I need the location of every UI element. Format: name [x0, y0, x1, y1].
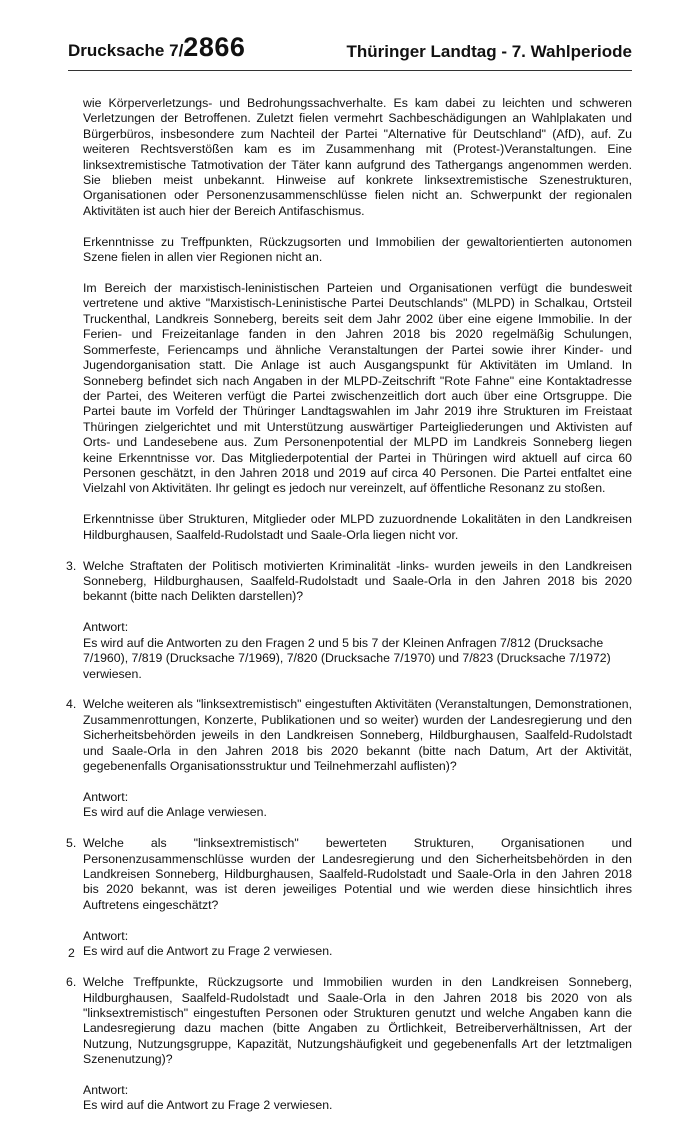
- question-number: 6.: [66, 975, 77, 990]
- question-number: 5.: [66, 836, 77, 851]
- page-number: 2: [68, 946, 75, 960]
- question-item: [66, 697, 632, 774]
- body-paragraph: Erkenntnisse zu Treffpunkten, Rückzugsorten und Immobilien der gewaltorientierten autonomen Szene fielen in allen vier Regionen nicht an.: [83, 234, 632, 265]
- question-text: Welche als "linksextremistisch" bewerteten Strukturen, Organisationen und Personenzusammenschlüsse wurden der Landesregierung und den Sicherheitsbehörden in den Landkreisen Sonneberg, Hildburghausen, Saalfeld-Rudolstadt und Saale-Orla in den Jahren 2018 bis 2020 bekannt, was ist deren jeweiliges Potential und wie werden diese hinsichtlich ihres Auftretens eingeschätzt?: [83, 836, 632, 912]
- question-number: 3.: [66, 558, 77, 573]
- question-number: 4.: [66, 697, 77, 712]
- document-number-value: 2866: [183, 32, 246, 62]
- question-text: Welche Treffpunkte, Rückzugsorte und Immobilien wurden in den Landkreisen Sonneberg, Hildburghausen, Saalfeld-Rudolstadt und Saale-Orla in den Jahren 2018 bis 2020 von als "linksextremistisch" eingestuften Personen oder Strukturen genutzt und welche Angaben kann die Landesregierung dazu machen (bitte Angaben zu Örtlichkeit, Betreiberverhältnissen, Art der Nutzung, Nutzungsgruppe, Kapazität, Nutzungshäufigkeit und gegebenenfalls Art der letztmaligen Szenenutzung)?: [83, 975, 632, 1067]
- answer-label: Antwort:: [83, 928, 129, 943]
- question-text: Welche weiteren als "linksextremistisch" eingestuften Aktivitäten (Veranstaltungen, Demonstrationen, Zusammenrottungen, Konzerte, Publikationen und so weiter) wurden der Landesregierung und den Sicherheitsbehörden jeweils in den Landkreisen Sonneberg, Hildburghausen, Saalfeld-Rudolstadt und Saale-Orla in den Jahren 2018 bis 2020 bekannt (bitte nach Datum, Art der Aktivität, gegebenenfalls Organisationsstruktur und Teilnehmerzahl auflisten)?: [83, 697, 632, 774]
- answer-block: [83, 929, 632, 960]
- document-prefix: Drucksache 7/: [68, 41, 184, 60]
- answer-block: [83, 620, 632, 682]
- parliament-title: Thüringer Landtag - 7. Wahlperiode: [346, 42, 632, 61]
- document-number: [68, 32, 245, 63]
- answer-label: Antwort:: [83, 620, 129, 635]
- answer-text: Es wird auf die Antwort zu Frage 2 verwiesen.: [83, 944, 333, 959]
- question-item: [66, 975, 632, 1067]
- answer-text: Es wird auf die Anlage verwiesen.: [83, 805, 267, 820]
- body-paragraph: Erkenntnisse über Strukturen, Mitglieder oder MLPD zuzuordnende Lokalitäten in den Landkreisen Hildburghausen, Saalfeld-Rudolstadt und Saale-Orla liegen nicht vor.: [83, 512, 632, 542]
- question-item: [66, 836, 632, 913]
- answer-block: [83, 1083, 632, 1114]
- question-text: Welche Straftaten der Politisch motivierten Kriminalität -links- wurden jeweils in den Landkreisen Sonneberg, Hildburghausen, Saalfeld-Rudolstadt und Saale-Orla in den Jahren 2018 bis 2020 bekannt (bitte nach Delikten darstellen)?: [83, 558, 632, 604]
- answer-label: Antwort:: [83, 789, 129, 804]
- answer-text: Es wird auf die Antwort zu Frage 2 verwiesen.: [83, 1098, 333, 1113]
- body-paragraph: Im Bereich der marxistisch-leninistischen Parteien und Organisationen verfügt die bundesweit vertretene und aktive "Marxistisch-Leninistische Partei Deutschlands" (MLPD) in Schalkau, Ortsteil Truckenthal, Landkreis Sonneberg, bereits seit dem Jahr 2002 über eine eigene Immobilie. In der Ferien- und Freizeitanlage fanden in den Jahren 2018 bis 2020 regelmäßig Schulungen, Sommerfeste, Feriencamps und ähnliche Veranstaltungen der Partei sowie ihrer Kinder- und Jugendorganisation statt. Die Anlage ist auch Ausgangspunkt für Aktivitäten im Umland. In Sonneberg befindet sich nach Angaben in der MLPD-Zeitschrift "Rote Fahne" eine Kontaktadresse der Partei, des Weiteren verfügt die Partei zwischenzeitlich dort auch über eine Ortsgruppe. Die Partei baute im Vorfeld der Thüringer Landtagswahlen im Jahr 2019 ihre Strukturen im Freistaat Thüringen zielgerichtet und mit Unterstützung auswärtiger Parteigliederungen und Aktivisten auf Orts- und Landesebene aus. Zum Personenpotential der MLPD im Landkreis Sonneberg liegen keine Erkenntnisse vor. Das Mitgliederpotential der Partei in Thüringen wird aktuell auf circa 60 Personen geschätzt, in den Jahren 2018 und 2019 auf circa 40 Personen. Die Partei entfaltet eine Vielzahl von Aktivitäten. Ihr gelingt es jedoch nur vereinzelt, auf öffentliche Resonanz zu stoßen.: [83, 281, 632, 496]
- body-paragraph: wie Körperverletzungs- und Bedrohungssachverhalte. Es kam dabei zu leichten und schweren Verletzungen der Betroffenen. Zuletzt fielen vermehrt Sachbeschädigungen an Wahlplakaten und Bürgerbüros, insbesondere zum Nachteil der Partei "Alternative für Deutschland" (AfD), auf. Zu weiteren Rechtsverstößen kam es im Zusammenhang mit (Protest-)Veranstaltungen. Eine linksextremistische Tatmotivation der Täter kann aufgrund des Tathergangs angenommen werden. Sie blieben meist unbekannt. Hinweise auf konkrete linksextremistische Szenestrukturen, Organisationen oder Personenzusammenschlüsse fielen nicht an. Schwerpunkt der regionalen Aktivitäten ist auch hier der Bereich Antifaschismus.: [83, 96, 632, 218]
- answer-text: Es wird auf die Antworten zu den Fragen 2 und 5 bis 7 der Kleinen Anfragen 7/812 (Drucksache 7/1960), 7/819 (Drucksache 7/1969), 7/820 (Drucksache 7/1970) und 7/823 (Drucksache 7/1972) verwiesen.: [83, 635, 611, 681]
- question-item: [66, 558, 632, 605]
- document-body: [66, 96, 632, 1129]
- page-header: [68, 30, 632, 71]
- answer-block: [83, 790, 632, 821]
- answer-label: Antwort:: [83, 1083, 129, 1098]
